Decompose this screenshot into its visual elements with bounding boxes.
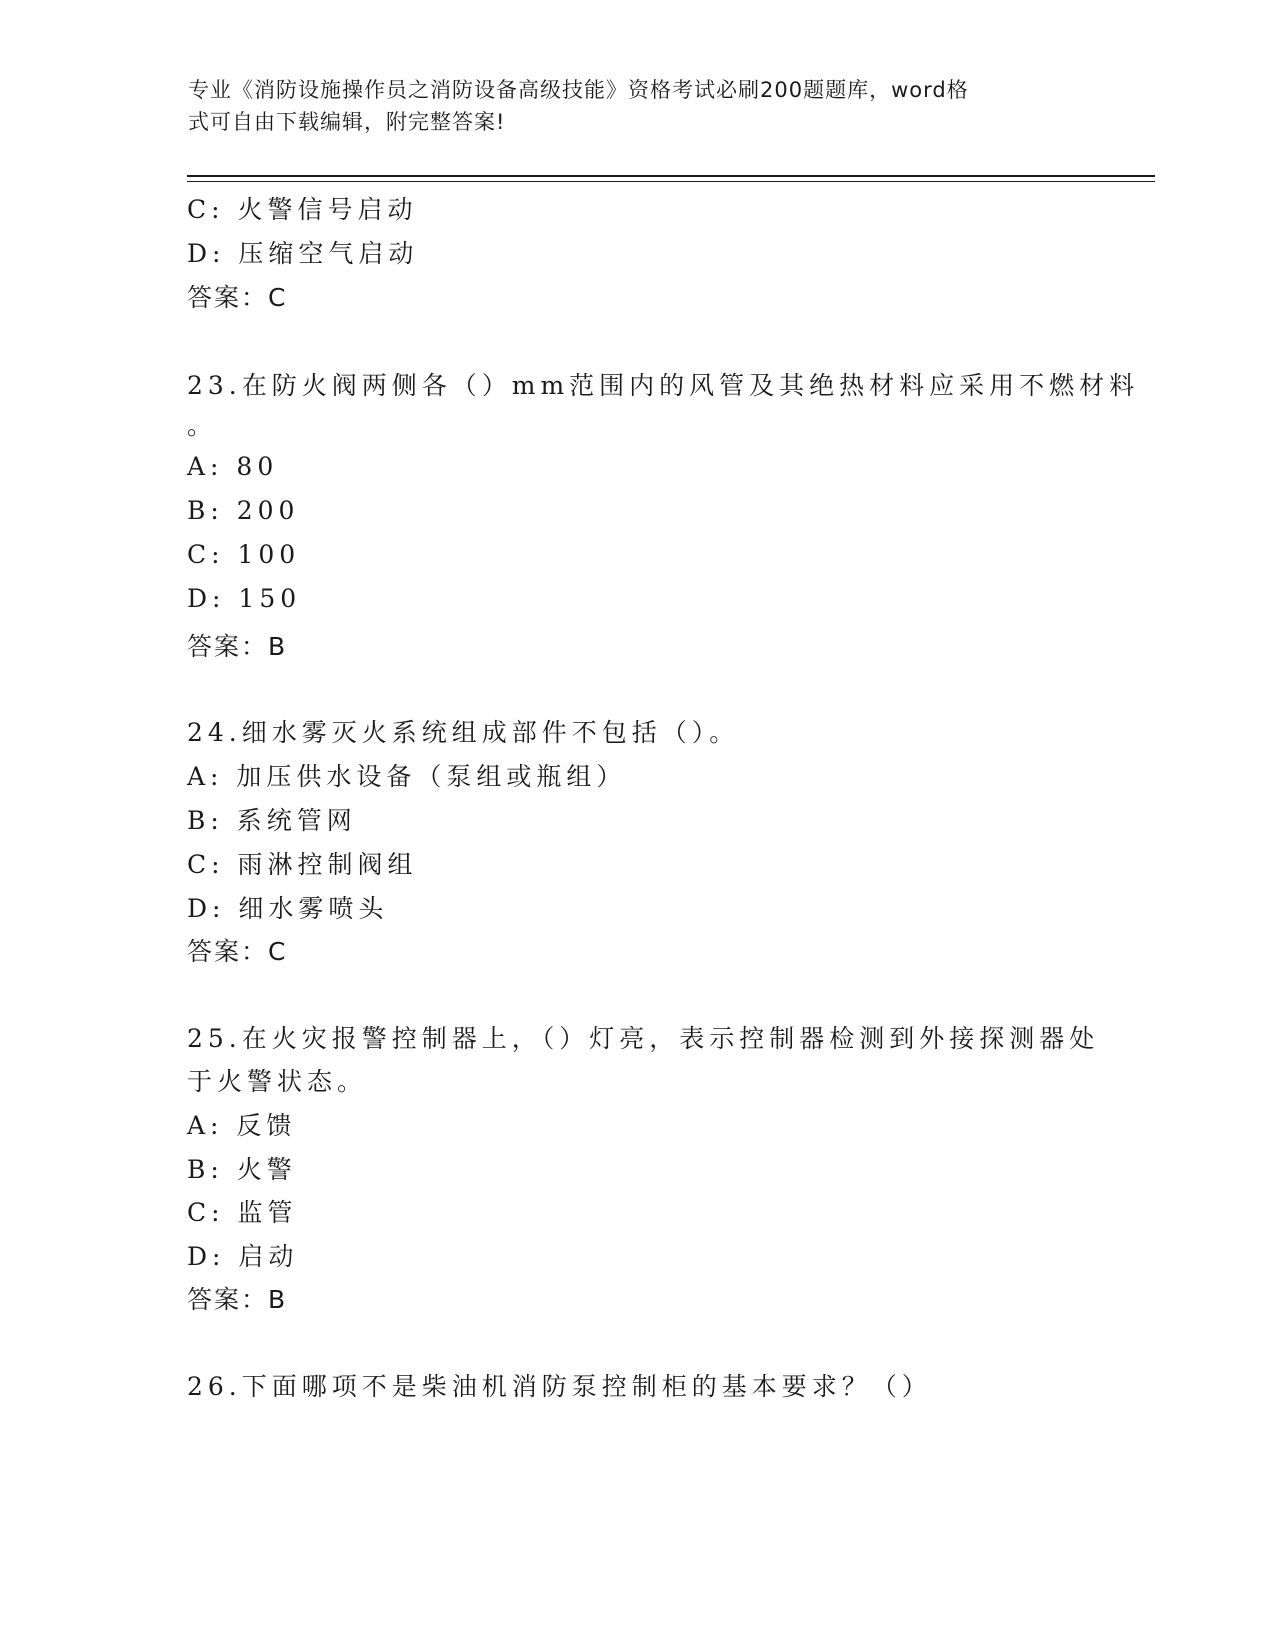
q24-stem: 24.细水雾灭火系统组成部件不包括（）。 — [187, 718, 740, 747]
q25-answer: 答案：B — [187, 1285, 288, 1314]
q23-option-c: C: 100 — [187, 540, 301, 569]
q24-answer: 答案：C — [187, 937, 288, 966]
q25-option-a: A: 反馈 — [187, 1111, 297, 1140]
q23-stem-line-2: 。 — [187, 411, 218, 440]
q24-option-d: D: 细水雾喷头 — [187, 894, 389, 923]
header-divider-thin — [187, 181, 1155, 182]
q23-option-b: B: 200 — [187, 496, 300, 525]
q25-stem-line-1: 25.在火灾报警控制器上，（）灯亮，表示控制器检测到外接探测器处 — [187, 1024, 1100, 1053]
header-line-1: 专业《消防设施操作员之消防设备高级技能》资格考试必刷200题题库，word格 — [188, 78, 969, 102]
q23-option-a: A: 80 — [187, 452, 279, 481]
header-line-2: 式可自由下载编辑，附完整答案! — [188, 110, 506, 134]
q25-option-d: D: 启动 — [187, 1242, 299, 1271]
q24-option-a: A: 加压供水设备（泵组或瓶组） — [187, 762, 627, 791]
q22-answer: 答案：C — [187, 283, 288, 312]
q23-answer: 答案：B — [187, 632, 288, 661]
header-divider-thick — [187, 175, 1155, 177]
q23-option-d: D: 150 — [187, 584, 302, 613]
q25-stem-line-2: 于火警状态。 — [187, 1067, 368, 1096]
q22-option-c: C: 火警信号启动 — [187, 195, 418, 224]
q25-option-b: B: 火警 — [187, 1155, 297, 1184]
q24-option-c: C: 雨淋控制阀组 — [187, 850, 418, 879]
q26-stem: 26.下面哪项不是柴油机消防泵控制柜的基本要求？（） — [187, 1372, 932, 1401]
q23-stem-line-1: 23.在防火阀两侧各（）mm范围内的风管及其绝热材料应采用不燃材料 — [187, 371, 1140, 400]
q24-option-b: B: 系统管网 — [187, 806, 357, 835]
q25-option-c: C: 监管 — [187, 1198, 298, 1227]
q22-option-d: D: 压缩空气启动 — [187, 239, 419, 268]
document-header — [188, 74, 1068, 138]
